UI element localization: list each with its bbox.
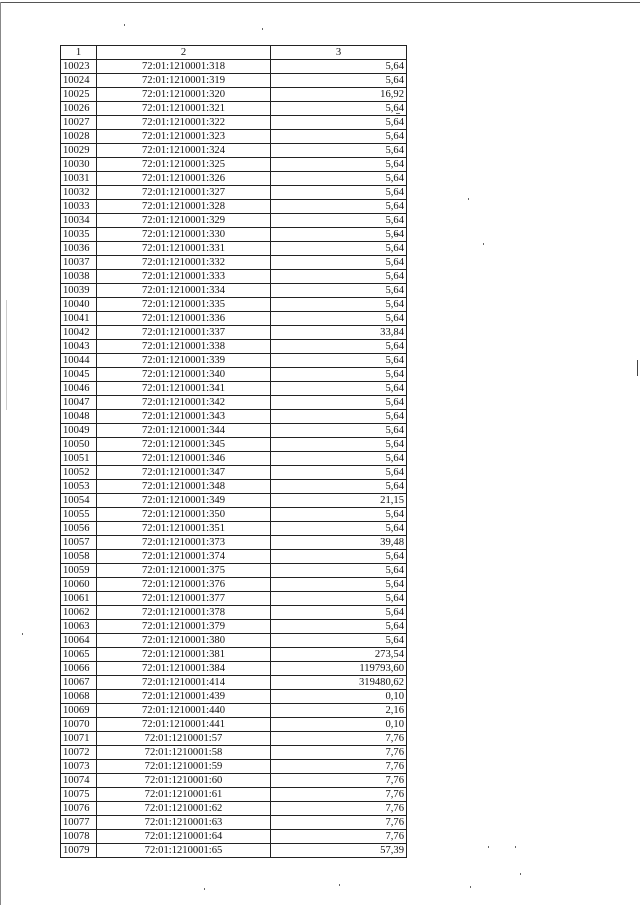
value-cell: 7,76	[271, 830, 407, 844]
cadastral-number-cell: 72:01:1210001:348	[97, 480, 271, 494]
table-row	[61, 802, 407, 816]
cadastral-number-cell: 72:01:1210001:350	[97, 508, 271, 522]
table-header-row	[61, 46, 407, 60]
cadastral-number-cell: 72:01:1210001:332	[97, 256, 271, 270]
table-row	[61, 130, 407, 144]
scan-speck	[515, 846, 516, 848]
table-row	[61, 564, 407, 578]
value-cell: 7,76	[271, 816, 407, 830]
value-cell: 5,64	[271, 508, 407, 522]
row-number-cell: 10067	[61, 676, 97, 690]
scan-mark	[637, 360, 638, 376]
value-cell: 5,64	[271, 550, 407, 564]
table-row	[61, 466, 407, 480]
value-cell: 5,64	[271, 256, 407, 270]
cadastral-number-cell: 72:01:1210001:440	[97, 704, 271, 718]
table-row	[61, 816, 407, 830]
cadastral-number-cell: 72:01:1210001:331	[97, 242, 271, 256]
cadastral-number-cell: 72:01:1210001:322	[97, 116, 271, 130]
value-cell: 39,48	[271, 536, 407, 550]
table-row	[61, 606, 407, 620]
row-number-cell: 10025	[61, 88, 97, 102]
cadastral-number-cell: 72:01:1210001:339	[97, 354, 271, 368]
row-number-cell: 10061	[61, 592, 97, 606]
table-row	[61, 340, 407, 354]
table-body	[61, 60, 407, 858]
row-number-cell: 10070	[61, 718, 97, 732]
table-row	[61, 844, 407, 858]
cadastral-number-cell: 72:01:1210001:330	[97, 228, 271, 242]
cadastral-number-cell: 72:01:1210001:441	[97, 718, 271, 732]
row-number-cell: 10076	[61, 802, 97, 816]
value-cell: 16,92	[271, 88, 407, 102]
value-cell: 5,64	[271, 340, 407, 354]
table-row	[61, 186, 407, 200]
value-cell: 7,76	[271, 774, 407, 788]
row-number-cell: 10069	[61, 704, 97, 718]
row-number-cell: 10068	[61, 690, 97, 704]
row-number-cell: 10034	[61, 214, 97, 228]
value-cell: 5,64	[271, 242, 407, 256]
scan-speck	[124, 24, 125, 26]
row-number-cell: 10026	[61, 102, 97, 116]
table-row	[61, 354, 407, 368]
value-cell: 273,54	[271, 648, 407, 662]
table-row	[61, 158, 407, 172]
row-number-cell: 10074	[61, 774, 97, 788]
cadastral-number-cell: 72:01:1210001:57	[97, 732, 271, 746]
table-row	[61, 522, 407, 536]
value-cell: 2,16	[271, 704, 407, 718]
row-number-cell: 10071	[61, 732, 97, 746]
table-row	[61, 760, 407, 774]
page-left-border	[0, 2, 1, 905]
table-row	[61, 200, 407, 214]
cadastral-number-cell: 72:01:1210001:318	[97, 60, 271, 74]
row-number-cell: 10059	[61, 564, 97, 578]
value-cell: 5,64	[271, 424, 407, 438]
table-row	[61, 578, 407, 592]
table-row	[61, 704, 407, 718]
row-number-cell: 10058	[61, 550, 97, 564]
value-cell: 5,64	[271, 578, 407, 592]
value-cell: 33,84	[271, 326, 407, 340]
table-row	[61, 368, 407, 382]
table-row	[61, 676, 407, 690]
row-number-cell: 10062	[61, 606, 97, 620]
cadastral-number-cell: 72:01:1210001:343	[97, 410, 271, 424]
scan-speck	[262, 28, 263, 30]
value-cell: 5,64	[271, 382, 407, 396]
row-number-cell: 10079	[61, 844, 97, 858]
table-row	[61, 382, 407, 396]
value-cell: 5,64	[271, 312, 407, 326]
table-row	[61, 74, 407, 88]
row-number-cell: 10053	[61, 480, 97, 494]
value-cell: 5,64	[271, 144, 407, 158]
value-cell: 5,64	[271, 438, 407, 452]
row-number-cell: 10029	[61, 144, 97, 158]
scan-mark	[6, 300, 7, 410]
row-number-cell: 10051	[61, 452, 97, 466]
table-row	[61, 536, 407, 550]
value-cell: 5,64	[271, 522, 407, 536]
table-row	[61, 830, 407, 844]
row-number-cell: 10035	[61, 228, 97, 242]
row-number-cell: 10028	[61, 130, 97, 144]
table-row	[61, 550, 407, 564]
value-cell: 5,64	[271, 466, 407, 480]
table-row	[61, 326, 407, 340]
cadastral-number-cell: 72:01:1210001:342	[97, 396, 271, 410]
row-number-cell: 10055	[61, 508, 97, 522]
scan-speck	[470, 886, 471, 888]
table-row	[61, 732, 407, 746]
value-cell: 5,64	[271, 74, 407, 88]
value-cell: 0,10	[271, 690, 407, 704]
row-number-cell: 10065	[61, 648, 97, 662]
row-number-cell: 10040	[61, 298, 97, 312]
table-row	[61, 298, 407, 312]
cadastral-number-cell: 72:01:1210001:347	[97, 466, 271, 480]
cadastral-number-cell: 72:01:1210001:439	[97, 690, 271, 704]
row-number-cell: 10077	[61, 816, 97, 830]
cadastral-number-cell: 72:01:1210001:377	[97, 592, 271, 606]
scan-speck	[483, 243, 484, 245]
cadastral-number-cell: 72:01:1210001:61	[97, 788, 271, 802]
value-cell: 5,64	[271, 634, 407, 648]
row-number-cell: 10060	[61, 578, 97, 592]
cadastral-number-cell: 72:01:1210001:351	[97, 522, 271, 536]
value-cell: 5,64	[271, 158, 407, 172]
value-cell: 0,10	[271, 718, 407, 732]
cadastral-number-cell: 72:01:1210001:341	[97, 382, 271, 396]
value-cell: 7,76	[271, 802, 407, 816]
cadastral-number-cell: 72:01:1210001:384	[97, 662, 271, 676]
table-row	[61, 494, 407, 508]
cadastral-number-cell: 72:01:1210001:62	[97, 802, 271, 816]
row-number-cell: 10037	[61, 256, 97, 270]
cadastral-number-cell: 72:01:1210001:349	[97, 494, 271, 508]
cadastral-number-cell: 72:01:1210001:59	[97, 760, 271, 774]
value-cell: 119793,60	[271, 662, 407, 676]
cadastral-number-cell: 72:01:1210001:320	[97, 88, 271, 102]
row-number-cell: 10030	[61, 158, 97, 172]
table-row	[61, 634, 407, 648]
row-number-cell: 10036	[61, 242, 97, 256]
cadastral-number-cell: 72:01:1210001:346	[97, 452, 271, 466]
row-number-cell: 10023	[61, 60, 97, 74]
value-cell: 7,76	[271, 732, 407, 746]
row-number-cell: 10043	[61, 340, 97, 354]
row-number-cell: 10027	[61, 116, 97, 130]
cadastral-number-cell: 72:01:1210001:335	[97, 298, 271, 312]
cadastral-number-cell: 72:01:1210001:327	[97, 186, 271, 200]
cadastral-number-cell: 72:01:1210001:328	[97, 200, 271, 214]
row-number-cell: 10024	[61, 74, 97, 88]
table-row	[61, 144, 407, 158]
table-row	[61, 116, 407, 130]
table-row	[61, 788, 407, 802]
cadastral-number-cell: 72:01:1210001:373	[97, 536, 271, 550]
row-number-cell: 10032	[61, 186, 97, 200]
value-cell: 5,64	[271, 116, 407, 130]
table-row	[61, 690, 407, 704]
table-row	[61, 410, 407, 424]
cadastral-number-cell: 72:01:1210001:337	[97, 326, 271, 340]
cadastral-number-cell: 72:01:1210001:340	[97, 368, 271, 382]
value-cell: 319480,62	[271, 676, 407, 690]
cadastral-number-cell: 72:01:1210001:380	[97, 634, 271, 648]
value-cell: 5,64	[271, 200, 407, 214]
table-row	[61, 480, 407, 494]
row-number-cell: 10038	[61, 270, 97, 284]
value-cell: 21,15	[271, 494, 407, 508]
table-row	[61, 508, 407, 522]
table-row	[61, 270, 407, 284]
row-number-cell: 10072	[61, 746, 97, 760]
cadastral-number-cell: 72:01:1210001:323	[97, 130, 271, 144]
cadastral-number-cell: 72:01:1210001:63	[97, 816, 271, 830]
value-cell: 57,39	[271, 844, 407, 858]
row-number-cell: 10045	[61, 368, 97, 382]
value-cell: 5,64	[271, 606, 407, 620]
value-cell: 5,64	[271, 102, 407, 116]
row-number-cell: 10050	[61, 438, 97, 452]
cadastral-number-cell: 72:01:1210001:324	[97, 144, 271, 158]
cadastral-number-cell: 72:01:1210001:381	[97, 648, 271, 662]
cadastral-number-cell: 72:01:1210001:65	[97, 844, 271, 858]
row-number-cell: 10057	[61, 536, 97, 550]
table-row	[61, 438, 407, 452]
row-number-cell: 10049	[61, 424, 97, 438]
value-cell: 5,64	[271, 214, 407, 228]
value-cell: 5,64	[271, 620, 407, 634]
value-cell: 5,64	[271, 410, 407, 424]
scan-speck	[488, 846, 489, 848]
cadastral-number-cell: 72:01:1210001:333	[97, 270, 271, 284]
row-number-cell: 10063	[61, 620, 97, 634]
value-cell: 5,64	[271, 480, 407, 494]
cadastral-number-cell: 72:01:1210001:379	[97, 620, 271, 634]
row-number-cell: 10048	[61, 410, 97, 424]
value-cell: 5,64	[271, 284, 407, 298]
table-row	[61, 312, 407, 326]
table-row	[61, 648, 407, 662]
cadastral-number-cell: 72:01:1210001:334	[97, 284, 271, 298]
table-row	[61, 228, 407, 242]
value-cell: 7,76	[271, 746, 407, 760]
row-number-cell: 10044	[61, 354, 97, 368]
row-number-cell: 10052	[61, 466, 97, 480]
value-cell: 5,64	[271, 60, 407, 74]
table-row	[61, 242, 407, 256]
value-cell: 5,64	[271, 368, 407, 382]
cadastral-number-cell: 72:01:1210001:60	[97, 774, 271, 788]
cadastral-number-cell: 72:01:1210001:338	[97, 340, 271, 354]
cadastral-number-cell: 72:01:1210001:374	[97, 550, 271, 564]
row-number-cell: 10066	[61, 662, 97, 676]
cadastral-number-cell: 72:01:1210001:319	[97, 74, 271, 88]
row-number-cell: 10054	[61, 494, 97, 508]
cadastral-number-cell: 72:01:1210001:414	[97, 676, 271, 690]
value-cell: 5,64	[271, 396, 407, 410]
table-row	[61, 452, 407, 466]
cadastral-number-cell: 72:01:1210001:375	[97, 564, 271, 578]
scan-speck	[22, 633, 23, 635]
row-number-cell: 10041	[61, 312, 97, 326]
data-table	[60, 45, 407, 858]
row-number-cell: 10056	[61, 522, 97, 536]
row-number-cell: 10042	[61, 326, 97, 340]
row-number-cell: 10064	[61, 634, 97, 648]
column-header-1: 1	[61, 46, 97, 60]
value-cell: 5,64	[271, 130, 407, 144]
table-row	[61, 718, 407, 732]
cadastral-number-cell: 72:01:1210001:376	[97, 578, 271, 592]
cadastral-number-cell: 72:01:1210001:344	[97, 424, 271, 438]
table-row	[61, 214, 407, 228]
cadastral-number-cell: 72:01:1210001:325	[97, 158, 271, 172]
row-number-cell: 10073	[61, 760, 97, 774]
row-number-cell: 10031	[61, 172, 97, 186]
column-header-2: 2	[97, 46, 271, 60]
cadastral-number-cell: 72:01:1210001:336	[97, 312, 271, 326]
table-row	[61, 620, 407, 634]
table-row	[61, 60, 407, 74]
row-number-cell: 10075	[61, 788, 97, 802]
value-cell: 5,64	[271, 298, 407, 312]
cadastral-number-cell: 72:01:1210001:58	[97, 746, 271, 760]
page-top-border	[0, 2, 640, 3]
table-row	[61, 88, 407, 102]
row-number-cell: 10039	[61, 284, 97, 298]
table-row	[61, 592, 407, 606]
row-number-cell: 10033	[61, 200, 97, 214]
cadastral-number-cell: 72:01:1210001:329	[97, 214, 271, 228]
table-row	[61, 172, 407, 186]
value-cell: 7,76	[271, 788, 407, 802]
row-number-cell: 10047	[61, 396, 97, 410]
value-cell: 5,64	[271, 270, 407, 284]
scan-speck	[520, 873, 521, 875]
value-cell: 7,76	[271, 760, 407, 774]
scan-speck	[339, 884, 340, 886]
table-row	[61, 424, 407, 438]
cadastral-number-cell: 72:01:1210001:321	[97, 102, 271, 116]
value-cell: 5,64	[271, 564, 407, 578]
value-cell: 5,64	[271, 186, 407, 200]
cadastral-number-cell: 72:01:1210001:64	[97, 830, 271, 844]
table-row	[61, 256, 407, 270]
value-cell: 5,64	[271, 228, 407, 242]
cadastral-number-cell: 72:01:1210001:345	[97, 438, 271, 452]
table-row	[61, 774, 407, 788]
table-row	[61, 746, 407, 760]
value-cell: 5,64	[271, 592, 407, 606]
value-cell: 5,64	[271, 172, 407, 186]
table-row	[61, 102, 407, 116]
row-number-cell: 10046	[61, 382, 97, 396]
cadastral-number-cell: 72:01:1210001:378	[97, 606, 271, 620]
scan-speck	[468, 198, 469, 200]
cadastral-number-cell: 72:01:1210001:326	[97, 172, 271, 186]
row-number-cell: 10078	[61, 830, 97, 844]
table-row	[61, 396, 407, 410]
column-header-3: 3	[271, 46, 407, 60]
table-row	[61, 662, 407, 676]
value-cell: 5,64	[271, 452, 407, 466]
table-row	[61, 284, 407, 298]
value-cell: 5,64	[271, 354, 407, 368]
scan-speck	[204, 888, 205, 890]
